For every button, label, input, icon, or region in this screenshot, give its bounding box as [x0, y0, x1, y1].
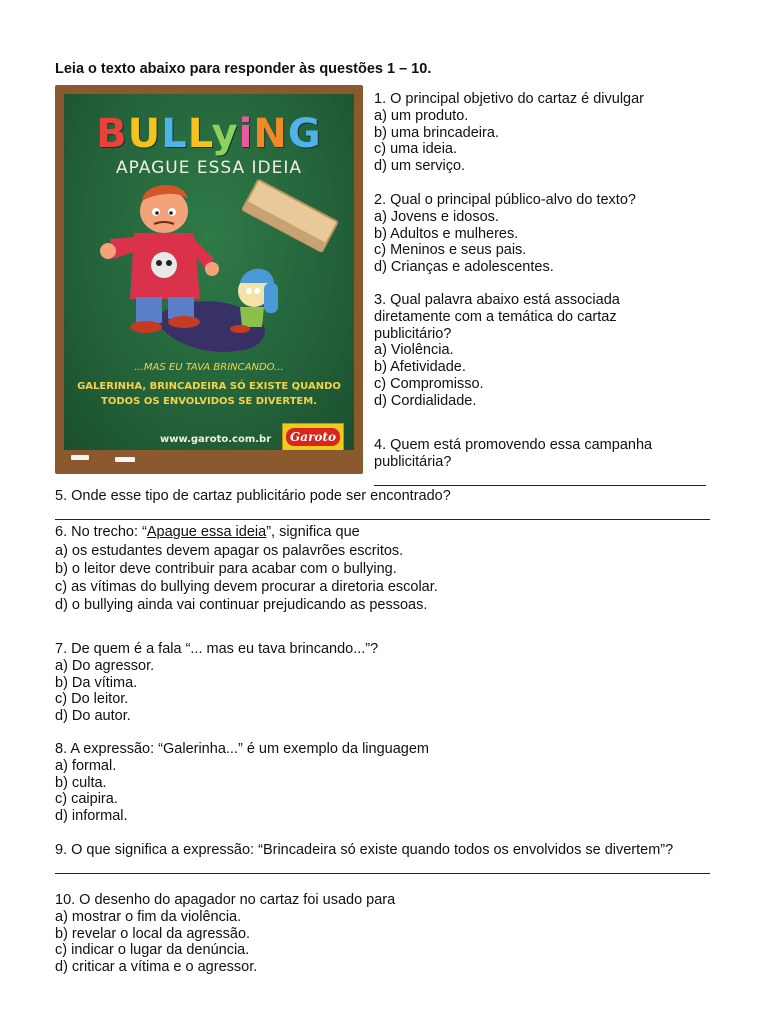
poster-title-letter: y	[211, 111, 239, 157]
option: a) mostrar o fim da violência.	[55, 908, 242, 925]
garoto-logo	[282, 423, 344, 450]
poster-speech-text: ...MAS EU TAVA BRINCANDO...	[134, 362, 284, 373]
question-text: 4. Quem está promovendo essa campanha	[374, 437, 653, 453]
chalk-piece	[71, 455, 89, 460]
option: a) Violência.	[374, 342, 454, 359]
question-text: 10. O desenho do apagador no cartaz foi usado para	[55, 892, 396, 908]
question-8	[55, 741, 429, 825]
answer-line-4[interactable]	[374, 485, 706, 486]
question-text: 2. Qual o principal público-alvo do texto?	[374, 192, 636, 208]
answer-line-9[interactable]	[55, 873, 710, 874]
question-3	[374, 292, 620, 410]
question-suffix: ”, significa que	[266, 524, 360, 540]
option: b) Afetividade.	[374, 359, 466, 376]
poster-title-letter: L	[161, 111, 188, 157]
chalkboard	[64, 94, 354, 450]
option: d) o bullying ainda vai continuar prejudicando as pessoas.	[55, 597, 428, 614]
option: d) Do autor.	[55, 708, 131, 725]
poster-title-letter: N	[253, 111, 288, 157]
option: c) caipira.	[55, 791, 118, 808]
poster-title-letter: G	[287, 111, 322, 157]
option: b) uma brincadeira.	[374, 124, 499, 141]
option: c) uma ideia.	[374, 141, 458, 158]
poster-title-letter: B	[96, 111, 128, 157]
question-text	[55, 524, 438, 541]
option: d) Crianças e adolescentes.	[374, 259, 554, 276]
poster-message-line: TODOS OS ENVOLVIDOS SE DIVERTEM.	[101, 396, 317, 407]
option: c) Compromisso.	[374, 375, 484, 392]
option: a) Jovens e idosos.	[374, 208, 499, 225]
question-6	[55, 524, 438, 614]
question-text: 3. Qual palavra abaixo está associada	[374, 292, 620, 308]
option: d) um serviço.	[374, 158, 466, 175]
option: d) informal.	[55, 808, 128, 825]
poster-illustration	[64, 179, 354, 359]
poster-message-line: GALERINHA, BRINCADEIRA SÓ EXISTE QUANDO	[77, 381, 341, 392]
option: b) Adultos e mulheres.	[374, 225, 519, 242]
garoto-logo-text: Garoto	[286, 428, 340, 447]
poster-subtitle: APAGUE ESSA IDEIA	[115, 158, 303, 178]
option: a) Do agressor.	[55, 657, 155, 674]
question-text: diretamente com a temática do cartaz	[374, 308, 617, 325]
option: c) as vítimas do bullying devem procurar a diretoria escolar.	[55, 579, 438, 596]
answer-line-5[interactable]	[55, 519, 710, 520]
option: b) revelar o local da agressão.	[55, 925, 251, 942]
eraser-illustration	[242, 180, 337, 252]
question-4	[374, 437, 652, 471]
option: b) Da vítima.	[55, 674, 138, 691]
poster-title-letter: U	[127, 111, 162, 157]
option: b) o leitor deve contribuir para acabar com o bullying.	[55, 560, 397, 577]
chalk-piece	[115, 457, 135, 462]
poster-title-letter: i	[238, 111, 254, 157]
question-5-text: 5. Onde esse tipo de cartaz publicitário pode ser encontrado?	[55, 488, 451, 504]
question-text: publicitária?	[374, 453, 452, 470]
option: d) criticar a vítima e o agressor.	[55, 959, 258, 976]
question-text: 7. De quem é a fala “... mas eu tava brincando...”?	[55, 641, 379, 657]
poster-url: www.garoto.com.br	[160, 434, 272, 445]
option: d) Cordialidade.	[374, 392, 477, 409]
poster-title	[64, 112, 354, 156]
poster-title-letter: L	[187, 111, 212, 157]
option: c) Meninos e seus pais.	[374, 242, 527, 259]
option: a) formal.	[55, 757, 117, 774]
option: b) culta.	[55, 774, 107, 791]
question-text: 8. A expressão: “Galerinha...” é um exemplo da linguagem	[55, 741, 429, 757]
question-text: 1. O principal objetivo do cartaz é divulgar	[374, 91, 645, 107]
worksheet-heading: Leia o texto abaixo para responder às questões 1 – 10.	[55, 61, 432, 77]
option: a) os estudantes devem apagar os palavrões escritos.	[55, 542, 404, 559]
question-9-text: 9. O que significa a expressão: “Brincadeira só existe quando todos os envolvidos se divertem”?	[55, 842, 674, 858]
question-prefix: 6. No trecho: “	[55, 524, 147, 540]
quoted-phrase: Apague essa ideia	[146, 524, 267, 540]
question-text: publicitário?	[374, 325, 452, 342]
option: a) um produto.	[374, 107, 469, 124]
question-2	[374, 192, 636, 276]
poster-message	[68, 379, 350, 409]
option: c) Do leitor.	[55, 691, 129, 708]
question-1	[374, 91, 644, 175]
option: c) indicar o lugar da denúncia.	[55, 942, 250, 959]
bullying-poster-image	[55, 85, 363, 474]
question-7	[55, 641, 378, 725]
question-10	[55, 892, 395, 976]
